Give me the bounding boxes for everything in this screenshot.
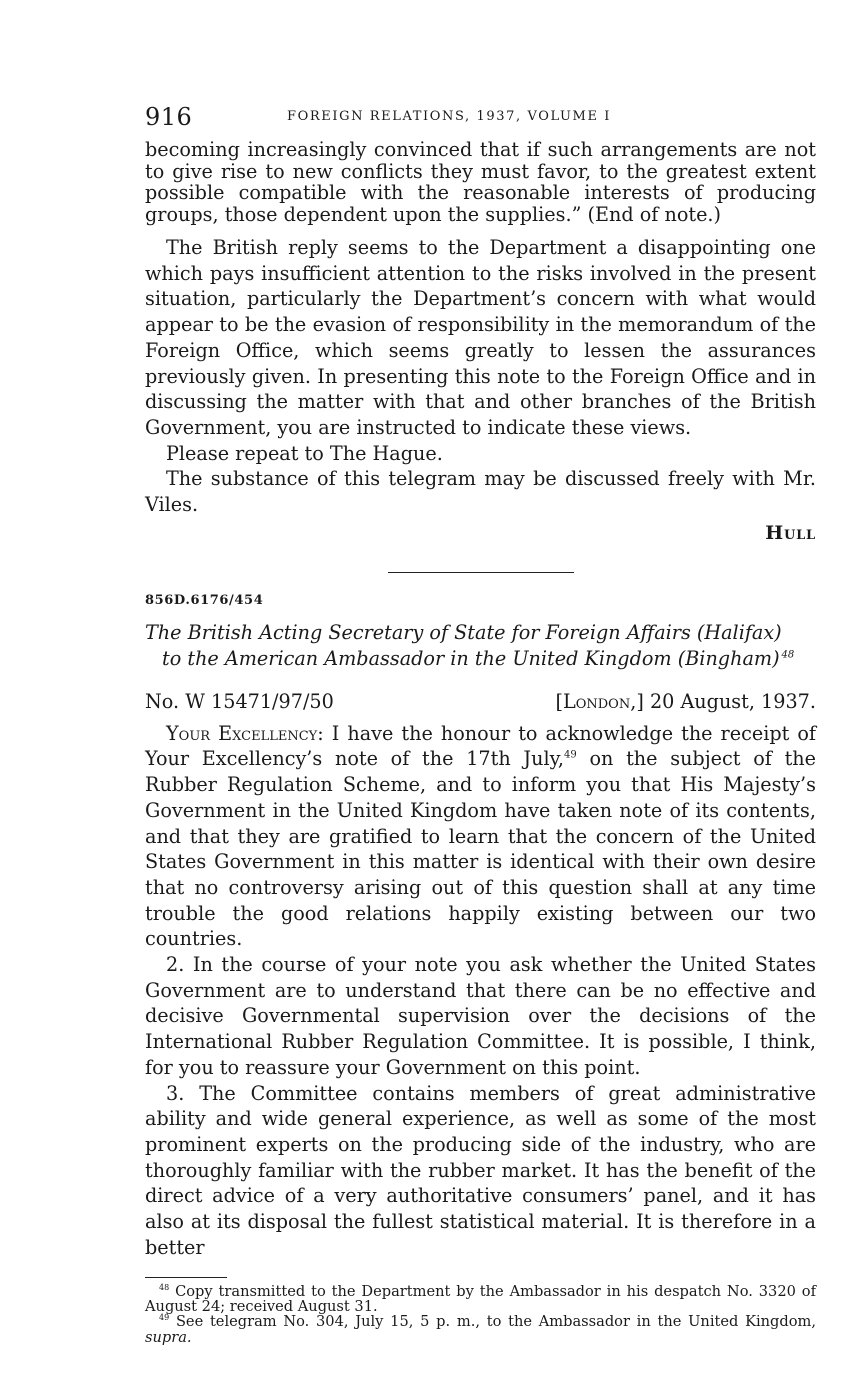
section-divider — [388, 572, 574, 573]
place-open-bracket: [ — [555, 689, 563, 713]
footnote-48-text: Copy transmitted to the Department by the Ambassador in his despatch No. 3320 of August 24; received August 31. — [145, 1282, 816, 1315]
footnote-49-supra: supra. — [145, 1328, 192, 1346]
footnote-divider — [145, 1277, 227, 1278]
file-number: 856D.6176/454 — [145, 592, 264, 608]
paragraph-substance: The substance of this telegram may be discussed freely with Mr. Viles. — [145, 467, 816, 517]
signature-name: Hull — [765, 521, 816, 544]
footnote-48 — [145, 1284, 816, 1315]
salutation: Your Excellency: — [166, 721, 324, 745]
place-close-bracket: ] — [636, 689, 644, 713]
document-title — [145, 620, 816, 672]
reference-number: No. W 15471/97/50 — [145, 689, 334, 713]
date: 20 August, 1937. — [649, 689, 816, 713]
paragraph-repeat: Please repeat to The Hague. — [166, 441, 443, 465]
paragraph-end-of-note: becoming increasingly convinced that if such arrangements are not to give rise to new conflicts they must favor, to the greatest extent possible compatible with the reasonable interests of producing groups, those dependent upon the supplies.” (End of note.) — [145, 138, 816, 226]
signature — [145, 522, 816, 544]
place-date — [555, 690, 816, 713]
footnote-48-number: 48 — [159, 1282, 170, 1292]
paragraph-1 — [145, 721, 816, 952]
document-title-line2 — [145, 646, 816, 672]
footnote-ref-49: 49 — [563, 750, 577, 762]
running-head: FOREIGN RELATIONS, 1937, VOLUME I — [287, 109, 612, 124]
document-page — [145, 103, 816, 1345]
paragraph-1-part1: I have the honour to acknowledge the receipt of Your Excellency’s note of the 17th July, — [145, 721, 817, 771]
footnote-49-number: 49 — [159, 1313, 170, 1323]
page-number: 916 — [145, 103, 193, 131]
document-title-line1: The British Acting Secretary of State for Foreign Affairs (Halifax) — [145, 620, 782, 644]
document-title-line2-text: to the American Ambassador in the United Kingdom (Bingham) — [162, 646, 780, 670]
page-header — [145, 103, 816, 139]
paragraph-2: 2. In the course of your note you ask whether the United States Government are to understand that there can be no effective and decisive Governmental supervision over the decisions of the International Rubber Regulation Committee. It is possible, I think, for you to reassure your Government on this point. — [145, 953, 816, 1079]
footnote-49-text: See telegram No. 304, July 15, 5 p. m., to the Ambassador in the United Kingdom, — [175, 1313, 816, 1331]
place: London, — [562, 689, 637, 713]
paragraph-3: 3. The Committee contains members of great administrative ability and wide general experience, as well as some of the most prominent experts on the producing side of the industry, who are thoroughly familiar with the rubber market. It has the benefit of the direct advice of a very authoritative consumers’ panel, and it has also at its disposal the fullest statistical material. It is therefore in a better — [145, 1081, 816, 1259]
paragraph-british-reply: The British reply seems to the Department a disappointing one which pays insufficient attention to the risks involved in the present situation, particularly the Department’s concern with what would appear to be the evasion of responsibility in the memorandum of the Foreign Office, which seems greatly to lessen the assurances previously given. In presenting this note to the Foreign Office and in discussing the matter with that and other branches of the British Government, you are instructed to indicate these views. — [145, 236, 816, 439]
footnote-49 — [145, 1314, 816, 1345]
paragraph-1-part2: on the subject of the Rubber Regulation Scheme, and to inform you that His Majesty’s Government in the United Kingdom have taken note of its contents, and that they are gratified to learn that the concern of the United States Government in this matter is identical with their own desire that no controversy arising out of this question shall at any time trouble the good relations happily existing between our two countries. — [145, 747, 817, 951]
footnote-ref-48: 48 — [781, 649, 795, 661]
reference-date-line — [145, 690, 816, 713]
